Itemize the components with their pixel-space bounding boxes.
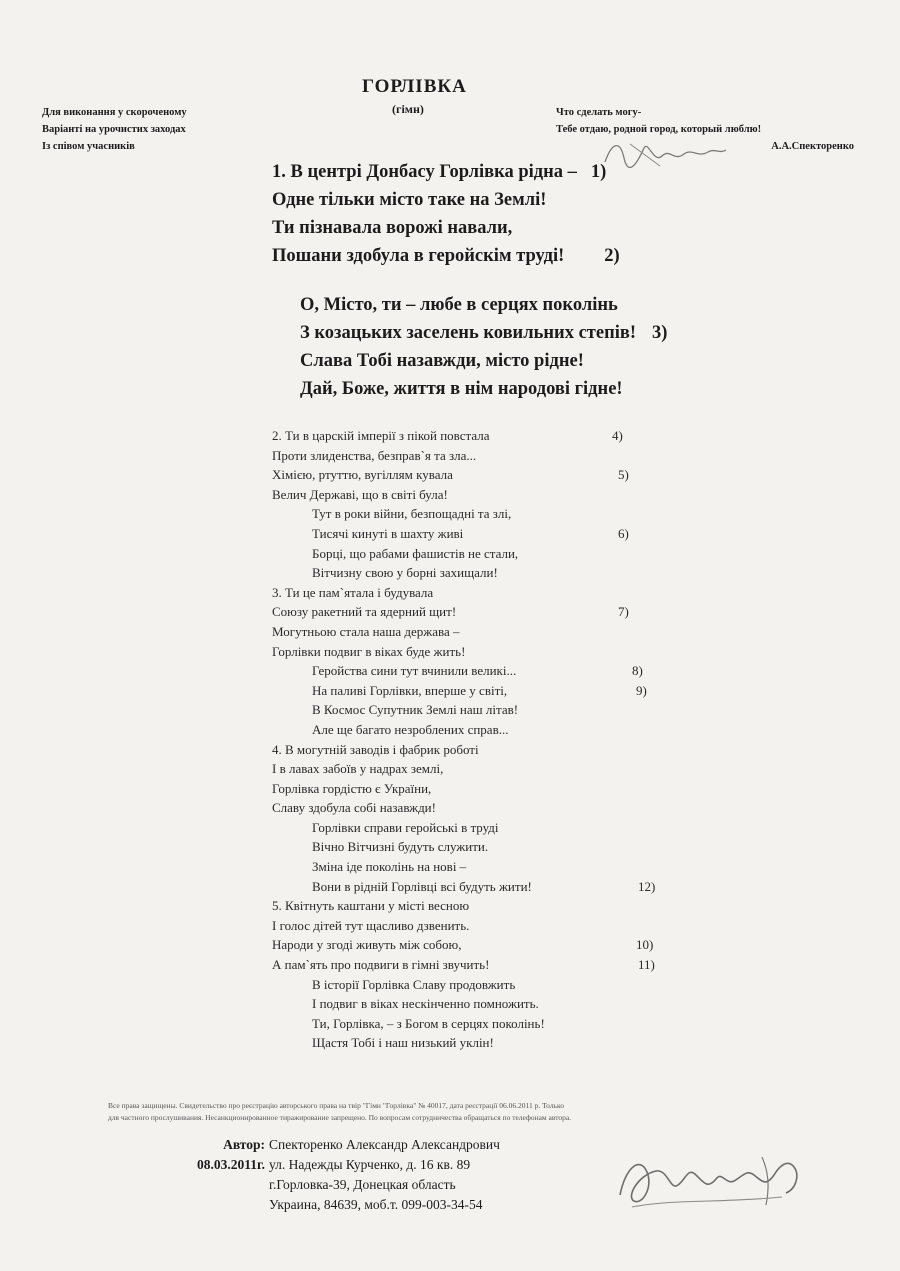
verse-line-text: В історії Горлівка Славу продовжить	[312, 976, 516, 992]
verse-line-text: Проти злиденства, безправ`я та зла...	[272, 447, 477, 463]
page-subtitle: (гімн)	[392, 102, 424, 116]
verse-line-text: Союзу ракетний та ядерний щит!	[272, 604, 457, 620]
verse-line-text: Народи у згоді живуть між собою,	[272, 937, 462, 953]
verse-line: Одне тільки місто таке на Землі!	[272, 190, 547, 210]
footnote-number: 12)	[638, 878, 656, 894]
chorus-line: О, Місто, ти – любе в серцях поколінь	[300, 295, 618, 315]
verse-line-text: І в лавах забоїв у надрах землі,	[272, 761, 444, 777]
verse-line-text: І подвиг в віках нескінченно помножить.	[312, 996, 539, 1012]
footnote-number: 3)	[652, 323, 668, 343]
verse-line-text: 2. Ти в царскій імперії з пікой повстала	[272, 428, 490, 443]
footnote-number: 1)	[590, 162, 607, 182]
verse-line-text: 5. Квітнуть каштани у місті весною	[272, 898, 470, 914]
verse-line-text: 4. В могутній заводів і фабрик роботі	[272, 741, 479, 757]
verse-line-text: І голос дітей тут щасливо дзвенить.	[272, 917, 470, 933]
performance-note	[42, 104, 272, 155]
verse-line	[272, 504, 545, 524]
verse-line	[272, 700, 545, 720]
author-date: 08.03.2011г.	[197, 1157, 265, 1172]
author-line	[165, 1135, 500, 1155]
author-signature-image	[612, 1145, 812, 1217]
verse-line	[272, 896, 545, 916]
verse-line-text: 3. Ти це пам`ятала і будувала	[272, 584, 434, 600]
verse-line	[272, 465, 629, 485]
copyright-line: для частного прослушивания. Несанкционированное тиражирование запрещено. По вопросам сотрудничества обращаться по телефонам автора.	[108, 1113, 572, 1122]
verse-line-text: Могутньою стала наша держава –	[272, 623, 460, 639]
verse-line-text: На паливі Горлівки, вперше у світі,	[312, 682, 508, 698]
verse-line	[272, 818, 545, 838]
verse-line	[272, 779, 545, 799]
verse-line-text: Горлівки подвиг в віках буде жить!	[272, 643, 466, 659]
author-line	[165, 1195, 500, 1215]
author-line	[165, 1155, 500, 1175]
footnote-number: 10)	[636, 937, 654, 953]
verse-line	[272, 1033, 545, 1053]
dedication-line: Тебе отдаю, родной город, который люблю!	[556, 124, 762, 135]
verse-line-text: Хімією, ртуттю, вугіллям кувала	[272, 467, 453, 483]
verse-line: Ти пізнавала ворожі навали,	[272, 218, 513, 238]
footnote-number: 6)	[618, 525, 629, 541]
verse-line-text: Але ще багато незроблених справ...	[312, 721, 509, 737]
footnote-number: 8)	[632, 663, 643, 679]
dedication-author: А.А.Спекторенко	[771, 141, 854, 152]
verse-line	[272, 955, 655, 975]
dedication-line: Что сделать могу-	[556, 107, 642, 118]
verse-line	[272, 740, 545, 760]
verse-line-text: Горлівка гордістю є України,	[272, 780, 432, 796]
footnote-number: 2)	[604, 246, 620, 266]
chorus	[300, 291, 667, 403]
verse-line	[272, 426, 623, 446]
verse-line	[272, 544, 545, 564]
verse-line	[272, 563, 545, 583]
verse-line	[272, 935, 654, 955]
footnote-number: 5)	[618, 467, 629, 483]
verse-line-text: Тисячі кинуті в шахту живі	[312, 525, 464, 541]
verse-line-text: В Космос Супутник Землі наш літав!	[312, 702, 519, 718]
verse-line	[272, 916, 545, 936]
verse-line-text: Зміна іде поколінь на нові –	[312, 859, 467, 875]
note-line: Із співом учасників	[42, 141, 135, 152]
verse-line	[272, 798, 545, 818]
footnote-number: 7)	[618, 604, 629, 620]
verse-line	[272, 720, 545, 740]
verse-line	[272, 642, 545, 662]
verse-line-text: Борці, що рабами фашистів не стали,	[312, 545, 519, 561]
verse-line	[272, 975, 545, 995]
verse-line	[272, 681, 647, 701]
author-contact: Украина, 84639, моб.т. 099-003-34-54	[269, 1197, 483, 1212]
page-title: ГОРЛІВКА	[362, 76, 467, 97]
verse-line	[272, 583, 545, 603]
verse-line-text: Щастя Тобі і наш низький уклін!	[312, 1035, 494, 1051]
verse-line-text: Тут в роки війни, безпощадні та злі,	[312, 506, 512, 522]
footnote-number: 4)	[612, 428, 623, 443]
chorus-line: З козацьких заселень ковильних степів! 3)	[300, 319, 667, 347]
footnote-number: 11)	[638, 957, 655, 973]
verse-line	[272, 837, 545, 857]
author-city: г.Горловка-39, Донецкая область	[269, 1177, 456, 1192]
verse-line-text: Вони в рідній Горлівці всі будуть жити!	[312, 878, 532, 894]
author-label: Автор:	[223, 1137, 265, 1152]
verse-line-text: Горлівки справи геройські в труді	[312, 819, 499, 835]
note-line: Для виконання у скороченому	[42, 107, 187, 118]
chorus-line: Дай, Боже, життя в нім народові гідне!	[300, 379, 623, 399]
verse-line	[272, 602, 629, 622]
chorus-line: Слава Тобі назавжди, місто рідне!	[300, 351, 584, 371]
author-block	[165, 1135, 500, 1215]
verse-line-text: А пам`ять про подвиги в гімні звучить!	[272, 957, 490, 973]
author-address: ул. Надежды Курченко, д. 16 кв. 89	[269, 1157, 471, 1172]
verse-line	[272, 661, 643, 681]
verse-line	[272, 622, 545, 642]
verse-line: 1. В центрі Донбасу Горлівка рідна – 1)	[272, 158, 620, 186]
verse-line	[272, 857, 545, 877]
verse-line-text: Славу здобула собі назавжди!	[272, 800, 436, 816]
verse-line	[272, 994, 545, 1014]
verse-line-text: Ти, Горлівка, – з Богом в серцях поколінь!	[312, 1015, 545, 1031]
author-line	[165, 1175, 500, 1195]
verse-line	[272, 446, 545, 466]
verse-line-text: Велич Державі, що в світі була!	[272, 486, 448, 502]
footnote-number: 9)	[636, 682, 647, 698]
verse-line: Пошани здобула в геройскім труді! 2)	[272, 242, 620, 270]
verse-line	[272, 759, 545, 779]
verse-line-text: Вітчизну свою у борні захищали!	[312, 565, 498, 581]
verse-line	[272, 524, 629, 544]
verse-1	[272, 158, 620, 270]
verse-line	[272, 485, 545, 505]
copyright-line: Все права защищены. Свидетельство про реєстрацію авторського права на твір "Гімн "Горлівка" № 40017, дата реєстрації 06.06.2011 р. Только	[108, 1101, 565, 1110]
copyright-notice	[108, 1100, 868, 1124]
verse-line-text: Геройства сини тут вчинили великі...	[312, 663, 517, 679]
verse-line	[272, 877, 656, 897]
verses-2-5	[272, 426, 656, 1053]
verse-line-text: Вічно Вітчизні будуть служити.	[312, 839, 489, 855]
author-name: Спекторенко Александр Александрович	[269, 1137, 500, 1152]
note-line: Варіанті на урочистих заходах	[42, 124, 186, 135]
verse-line	[272, 1014, 545, 1034]
